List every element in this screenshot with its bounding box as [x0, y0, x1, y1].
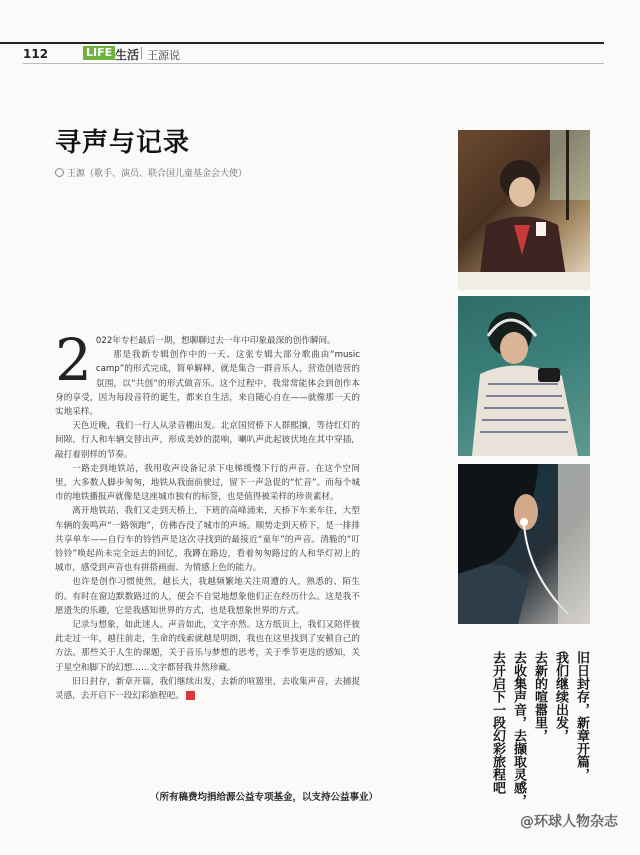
vertical-quote-line: 去收集声音，去撷取灵感，	[511, 651, 526, 807]
header-bottom-rule	[23, 63, 604, 64]
paragraph-final	[55, 675, 360, 703]
end-mark-icon: G	[186, 691, 195, 700]
paragraph: 记录与想象，如此迷人。声音如此，文字亦然。这方纸页上，我们又陪伴彼此走过一年，越往前走，生命的线索就越是明朗，我也在这里找到了安顿自己的方法。那些关于人生的课题，关于音乐与梦想的思考，关于季节更迭的感知，关于星空和脚下的幻想……文字都替我井然珍藏。	[55, 620, 360, 673]
vertical-quote-line: 去开启下一段幻彩旅程吧	[490, 651, 505, 794]
paragraph: 一路走到地铁站，我用收声设备记录下电梯缓慢下行的声音。在这个空间里，大多数人脚步匆匆，地铁从我面前驶过，留下一声急促的“忙音”。而每个城市的地铁播报声就像是这座城市独有的标签，也是值得被采样的珍贵素材。	[55, 463, 360, 503]
paragraph: 022年专栏最后一期，想聊聊过去一年中印象最深的创作瞬间。	[95, 336, 336, 346]
photo-earbud-closeup	[458, 464, 590, 624]
column-name: 王源说	[147, 49, 180, 62]
life-badge: LIFE	[83, 46, 115, 60]
paragraph: 天色近晚，我们一行人从录音棚出发。北京国贸桥下人群熙攘，等待红灯的间隙，行人和车辆交替出声，形成美妙的混响，喇叭声此起彼伏地在其中穿插，敲打着别样的节奏。	[55, 421, 360, 460]
watermark: @环球人物杂志	[520, 814, 618, 830]
byline	[55, 166, 247, 179]
photo-3-illustration	[458, 464, 590, 624]
paragraph: 那是我新专辑创作中的一天。这张专辑大部分歌曲由“music camp”的形式完成，简单解释，就是集合一群音乐人，营造创造营的氛围，以“共创”的形式做音乐。这个过程中，我常常能体会到创作本身的享受，因为每段音符的诞生，都来自生活，来自随心自在——就像那一天的实地采样。	[55, 350, 360, 418]
donation-note: （所有稿费均捐给源公益专项基金，以支持公益事业）	[150, 792, 379, 803]
article-title: 寻声与记录	[55, 128, 191, 158]
vertical-quote-line: 我们继续出发，	[553, 651, 568, 742]
header-divider	[141, 47, 142, 59]
header-top-rule	[0, 42, 604, 44]
circle-icon	[55, 168, 64, 177]
paragraph: 也许是创作习惯使然，越长大，我越频繁地关注周遭的人，熟悉的、陌生的。有时在窗边默数路过的人，便会不自觉地想象他们正在经历什么。这是我不愿遗失的乐趣，它是我感知世界的方式，也是我想象世界的方式。	[55, 577, 360, 616]
drop-cap: 2	[55, 326, 92, 394]
article-body	[55, 326, 360, 703]
section-name: 生活	[115, 48, 140, 62]
photo-2-illustration	[458, 296, 590, 456]
photo-1-illustration	[458, 130, 590, 290]
photo-portrait-coffee	[458, 130, 590, 290]
byline-text: 王源（歌手、演员、联合国儿童基金会大使）	[67, 169, 248, 179]
paragraph: 离开地铁站，我们又走到天桥上，下班的高峰涌来，天桥下车来车往，大型车辆的轰鸣声“一路领跑”，仿佛吞没了城市的声场。顺势走到天桥下，是一排排共享单车——自行车的铃铛声是这次寻找到的最接近“童年”的声音。清脆的“叮铃铃”唤起尚未完全远去的回忆，我蹲在路边，看着匆匆路过的人和华灯初上的城市，感受到声音也有拼搭画面、为情感上色的能力。	[55, 506, 360, 574]
vertical-quote-line: 去新的喧嚣里，	[532, 651, 547, 742]
vertical-quote-line: 旧日封存，新章开篇，	[574, 651, 589, 781]
page-number: 112	[23, 47, 49, 61]
photo-portrait-headphones	[458, 296, 590, 456]
paragraph-final-text: 旧日封存，新章开篇，我们继续出发，去新的喧嚣里，去收集声音，去捕捉灵感，去开启下一段幻彩旅程吧。	[55, 676, 360, 702]
